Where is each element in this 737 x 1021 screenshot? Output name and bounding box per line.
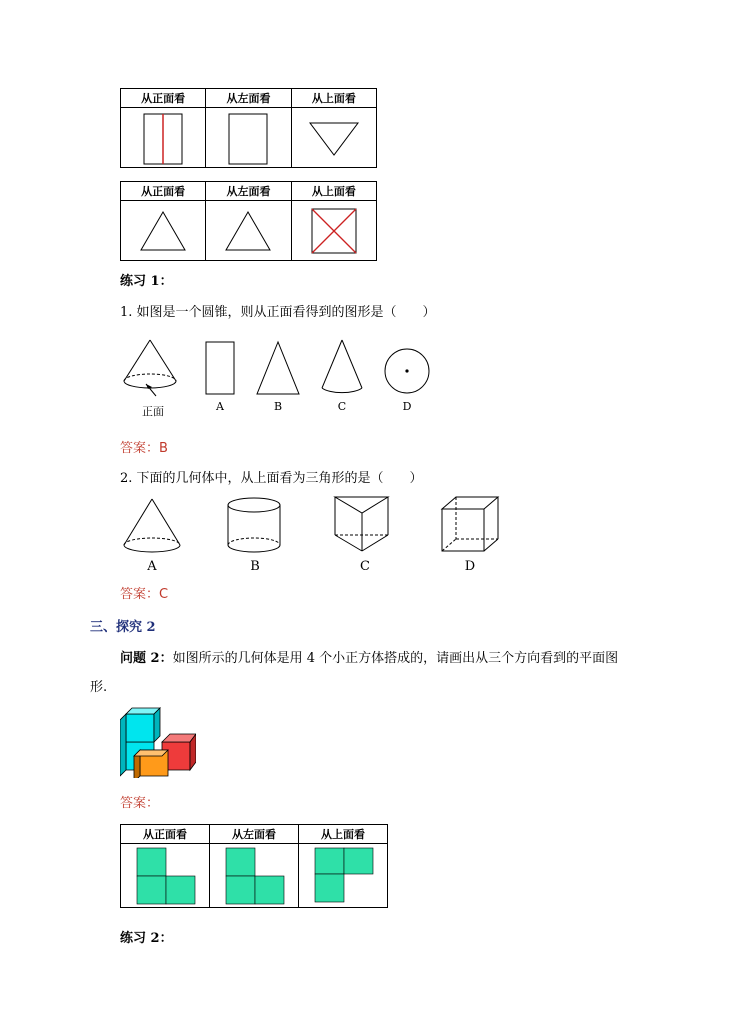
view-top-squares (299, 844, 388, 908)
header-top: 从上面看 (291, 182, 376, 201)
option-c-sector (322, 340, 362, 393)
view-front-triangle (121, 201, 206, 261)
view-top-square-cross (291, 201, 376, 261)
header-front: 从正面看 (121, 182, 206, 201)
question-2: 2. 下面的几何体中，从上面看为三角形的是（ ） (120, 471, 423, 486)
option-d-circle (385, 349, 429, 393)
header-front: 从正面看 (121, 89, 206, 108)
question-1: 1. 如图是一个圆锥，则从正面看得到的图形是（ ） (120, 305, 436, 320)
orange-cube-icon (134, 750, 168, 778)
q2-option-a: A (147, 559, 157, 574)
view-left-squares (210, 844, 299, 908)
problem-text: 如图所示的几何体是用 4 个小正方体搭成的，请画出从三个方向看到的平面图 (172, 651, 619, 666)
cylinder-icon (228, 498, 280, 552)
practice1-title: 练习 1： (120, 274, 173, 289)
header-left: 从左面看 (206, 182, 291, 201)
problem-2-answer-label: 答案： (120, 796, 160, 811)
q2-option-b: B (250, 559, 260, 574)
problem-label: 问题 2： (120, 651, 173, 666)
section-heading: 三、探究 2 (90, 620, 156, 635)
views-table-1 (120, 88, 377, 168)
q2-answer: 答案：C (120, 587, 169, 602)
q2-option-d: D (464, 559, 476, 574)
q1-answer: 答案：B (120, 441, 168, 456)
view-left-triangle (206, 201, 291, 261)
view-left-rect (206, 108, 291, 168)
front-label: 正面 (142, 405, 164, 418)
problem-2-line2: 形. (90, 680, 108, 695)
views-table-3 (120, 824, 388, 908)
header-top: 从上面看 (291, 89, 376, 108)
triangular-prism-icon (335, 497, 388, 551)
q1-option-b: B (273, 400, 283, 413)
view-top-triangle (291, 108, 376, 168)
option-a-rectangle (206, 342, 234, 394)
practice2-title: 练习 2： (120, 931, 173, 946)
view-front-squares (121, 844, 210, 908)
cube-icon (442, 497, 498, 551)
q2-figures (118, 495, 508, 557)
q1-option-a: A (216, 400, 224, 413)
header-left: 从左面看 (210, 825, 299, 844)
header-front: 从正面看 (121, 825, 210, 844)
problem-2-line1 (120, 647, 618, 666)
header-left: 从左面看 (206, 89, 291, 108)
views-table-2 (120, 181, 377, 261)
cone-icon (124, 499, 180, 552)
q2-option-c: C (360, 559, 370, 574)
header-top: 从上面看 (299, 825, 388, 844)
q1-figures (118, 338, 438, 398)
q1-option-d: D (402, 400, 412, 413)
option-b-triangle (257, 342, 299, 394)
cube-stack-figure (120, 706, 196, 778)
view-front-rect (121, 108, 206, 168)
q1-option-c: C (337, 400, 347, 413)
cone-icon (124, 340, 176, 396)
